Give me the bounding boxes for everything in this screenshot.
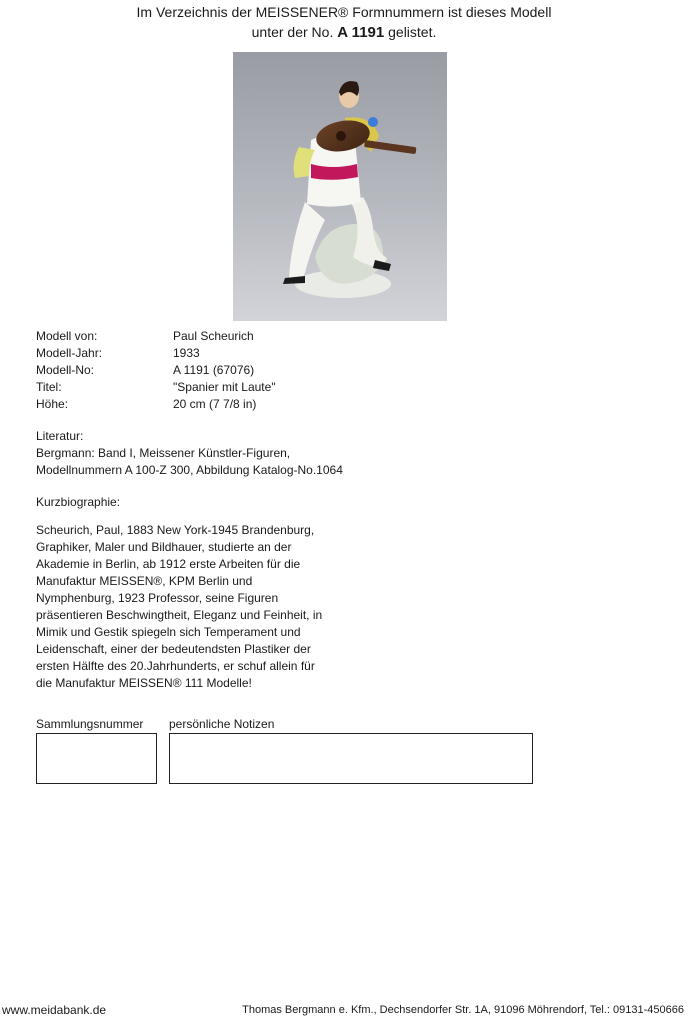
- footer-website[interactable]: www.meidabank.de: [2, 1003, 107, 1017]
- blue-ribbon: [368, 117, 378, 127]
- figurine-photo: [233, 52, 447, 321]
- spec-value: "Spanier mit Laute": [173, 380, 276, 394]
- spec-table: [36, 328, 276, 413]
- footer-address: Thomas Bergmann e. Kfm., Dechsendorfer Str. 1A, 91096 Möhrendorf, Tel.: 09131-450666: [242, 1004, 684, 1016]
- biography-line: die Manufaktur MEISSEN® 111 Modelle!: [36, 676, 252, 690]
- biography-line: Graphiker, Maler und Bildhauer, studierte an der: [36, 540, 292, 554]
- header-suffix: gelistet.: [388, 24, 437, 40]
- biography-line: Mimik und Gestik spiegeln sich Temperament und: [36, 625, 301, 639]
- collection-number-box[interactable]: [36, 733, 157, 784]
- model-number: A 1191: [337, 24, 385, 41]
- header-line-1: Im Verzeichnis der MEISSENER® Formnummern ist dieses Modell: [136, 4, 552, 20]
- biography-line: Scheurich, Paul, 1883 New York-1945 Brandenburg,: [36, 523, 315, 537]
- spec-value: 20 cm (7 7/8 in): [173, 397, 257, 411]
- spec-row: [36, 396, 276, 413]
- biography-text: [36, 522, 336, 692]
- biography-line: präsentieren Beschwingtheit, Eleganz und Feinheit, in: [36, 608, 323, 622]
- spec-label: Höhe:: [36, 397, 69, 411]
- header-line-2: [0, 22, 688, 43]
- spec-row: [36, 345, 276, 362]
- biography-line: Nymphenburg, 1923 Professor, seine Figuren: [36, 591, 279, 605]
- personal-notes-box[interactable]: [169, 733, 533, 784]
- personal-notes-label: persönliche Notizen: [169, 717, 275, 731]
- biography-line: Manufaktur MEISSEN®, KPM Berlin und: [36, 574, 253, 588]
- biography-line: ersten Hälfte des 20.Jahrhunderts, er schuf allein für: [36, 659, 315, 673]
- spec-row: [36, 379, 276, 396]
- biography-heading: Kurzbiographie:: [36, 495, 121, 509]
- lute-sound-hole: [336, 131, 346, 141]
- spec-label: Titel:: [36, 380, 62, 394]
- spec-row: [36, 328, 276, 345]
- biography-line: Leidenschaft, einer der bedeutendsten Plastiker der: [36, 642, 311, 656]
- spec-value: 1933: [173, 346, 200, 360]
- spec-label: Modell-Jahr:: [36, 346, 103, 360]
- biography-line: Akademie in Berlin, ab 1912 erste Arbeiten für die: [36, 557, 301, 571]
- literature-heading: Literatur:: [36, 429, 84, 443]
- spec-label: Modell von:: [36, 329, 98, 343]
- literature-line: Modellnummern A 100-Z 300, Abbildung Katalog-No.1064: [36, 463, 343, 477]
- header-prefix: unter der No.: [251, 24, 334, 40]
- collection-number-label: Sammlungsnummer: [36, 717, 144, 731]
- header: [0, 2, 688, 43]
- literature-section: [36, 428, 636, 479]
- spec-value: A 1191 (67076): [173, 363, 255, 377]
- literature-line: Bergmann: Band I, Meissener Künstler-Figuren,: [36, 446, 291, 460]
- spec-value: Paul Scheurich: [173, 329, 254, 343]
- spec-row: [36, 362, 276, 379]
- spec-label: Modell-No:: [36, 363, 95, 377]
